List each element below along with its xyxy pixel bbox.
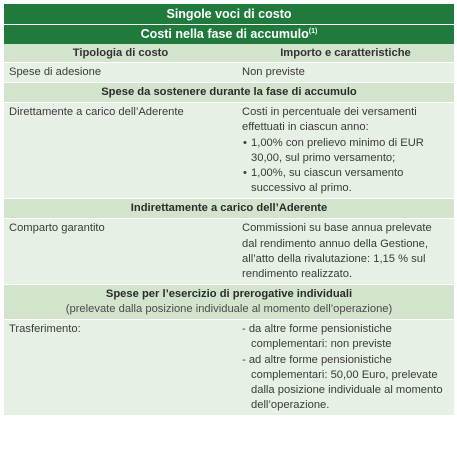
row-value [237,103,454,198]
list-item: - ad altre forme pensionistiche complementari: 50,00 Euro, prelevate dalla posizione individuale al momento dell’operazione. [242,353,443,412]
dash-list [242,322,449,413]
column-header-importo: Importo e caratteristiche [280,47,411,59]
footnote-marker: (1) [308,27,318,35]
row-label: Trasferimento: [9,323,81,336]
row-value: Non previste [242,66,305,78]
section-header-prerogative [4,285,454,320]
row-value-intro: Costi in percentuale dei versamenti effettuati in ciascun anno: [242,106,417,134]
table-row-diretto [4,103,454,199]
table-row-adesione [4,63,454,83]
column-header-row [4,44,454,63]
table-title: Singole voci di costo [4,4,454,24]
cost-table [4,4,454,416]
table-subtitle-text: Costi nella fase di accumulo [140,27,309,41]
row-label: Spese di adesione [9,66,102,78]
section-title: Spese per l’esercizio di prerogative individuali [105,288,353,301]
list-item: - da altre forme pensionistiche complementari: non previste [242,323,392,351]
bullet-list [242,136,449,197]
row-value: Commissioni su base annua prelevate dal rendimento annuo della Gestione, all’atto della rivalutazione: 1,15 % sul rendimento realizzato. [242,222,432,281]
row-label: Direttamente a carico dell’Aderente [9,106,184,119]
section-header-accumulo: Spese da sostenere durante la fase di accumulo [4,83,454,103]
column-header-tipologia: Tipologia di costo [72,47,169,59]
list-item: • 1,00%, su ciascun versamento successivo al primo. [242,166,449,196]
section-note: (prelevate dalla posizione individuale al momento dell’operazione) [65,303,393,316]
row-value [237,320,454,415]
row-label: Comparto garantito [9,222,105,235]
table-subtitle [4,24,454,44]
table-row-comparto [4,219,454,285]
table-row-trasferimento [4,320,454,416]
section-header-indiretto: Indirettamente a carico dell’Aderente [4,199,454,219]
list-item: • 1,00% con prelievo minimo di EUR 30,00, sul primo versamento; [242,136,449,166]
